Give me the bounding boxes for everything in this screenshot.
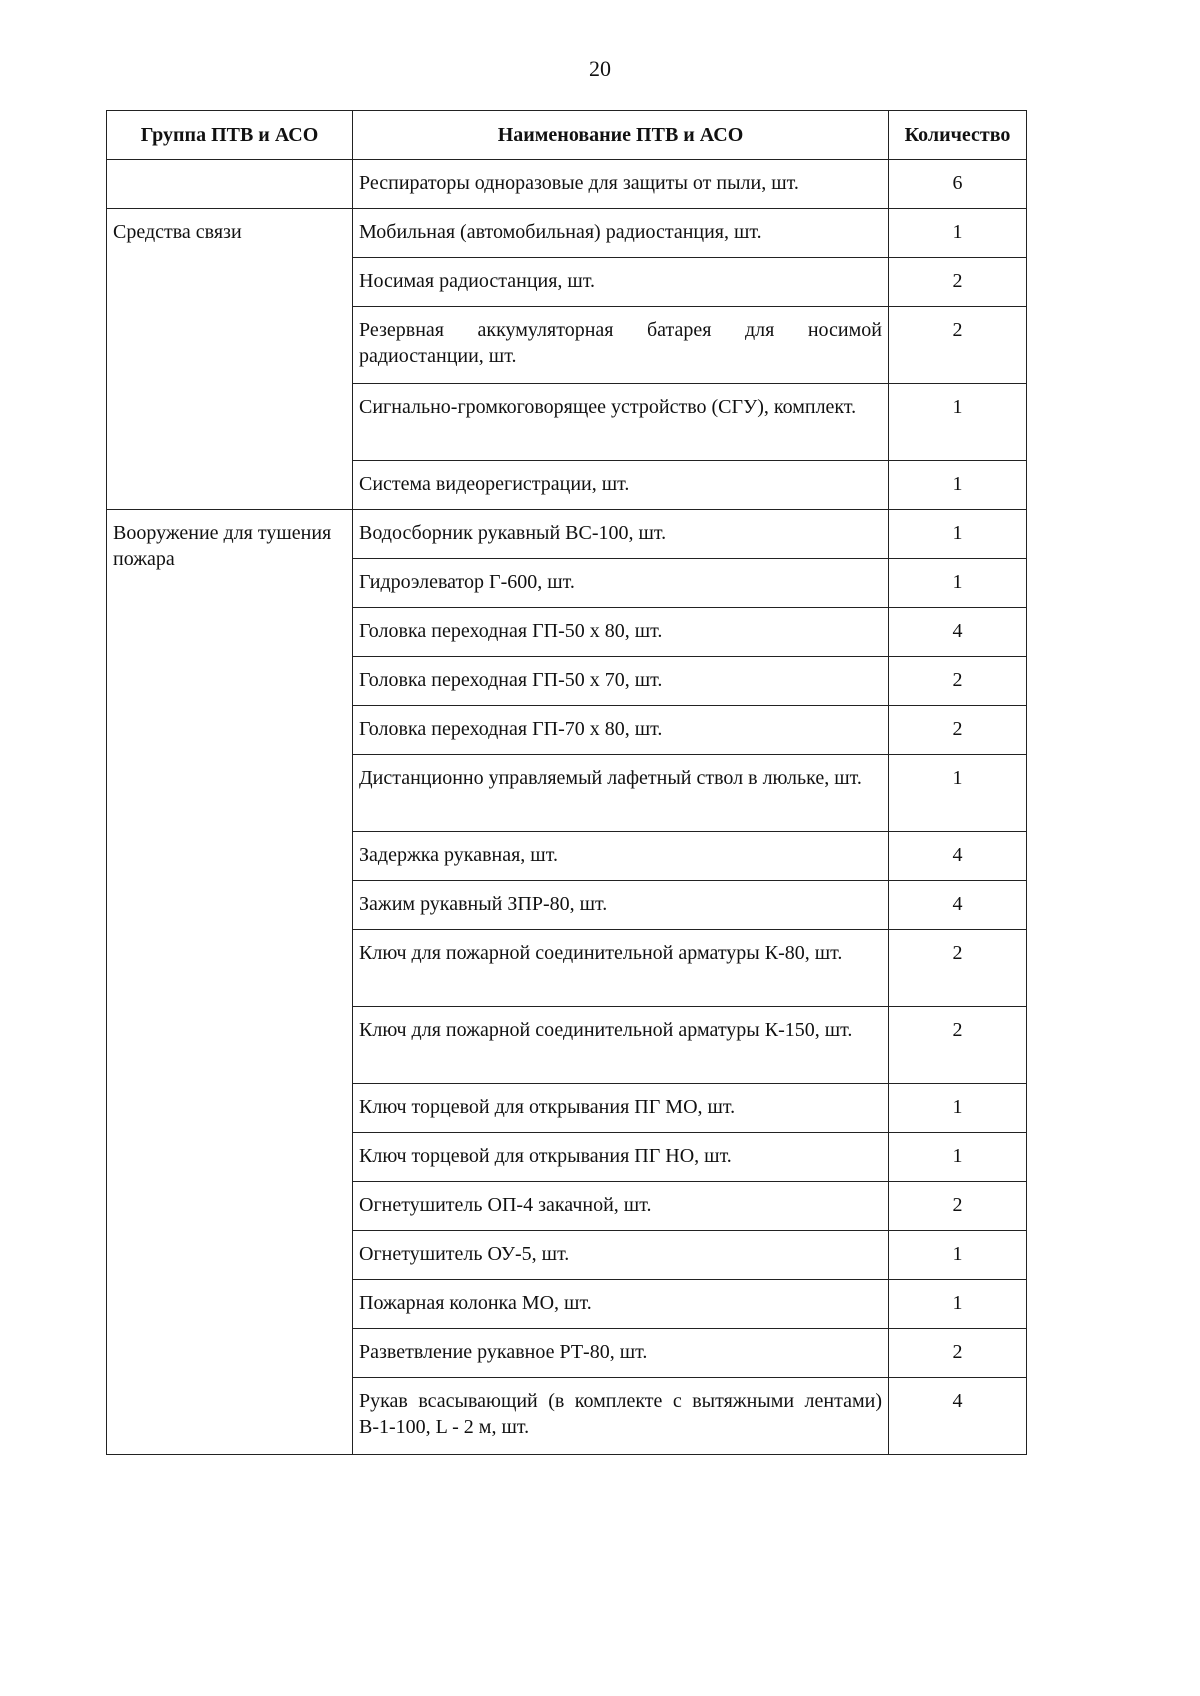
- item-qty: 1: [889, 461, 1027, 510]
- item-name: Водосборник рукавный ВС-100, шт.: [353, 510, 889, 559]
- item-name: Ключ торцевой для открывания ПГ НО, шт.: [353, 1133, 889, 1182]
- group-cell-fire: Вооружение для тушения пожара: [107, 510, 353, 1455]
- header-group: Группа ПТВ и АСО: [107, 111, 353, 160]
- item-name: Головка переходная ГП-50 х 80, шт.: [353, 608, 889, 657]
- table-header-row: [107, 111, 1027, 160]
- header-qty: Количество: [889, 111, 1027, 160]
- item-name: Огнетушитель ОП-4 закачной, шт.: [353, 1182, 889, 1231]
- item-name: Дистанционно управляемый лафетный ствол в люльке, шт.: [353, 755, 889, 832]
- item-qty: 2: [889, 307, 1027, 384]
- item-name: Сигнально-громкоговорящее устройство (СГУ), комплект.: [353, 384, 889, 461]
- item-name: Система видеорегистрации, шт.: [353, 461, 889, 510]
- item-qty: 1: [889, 755, 1027, 832]
- table-row: [107, 160, 1027, 209]
- table-row: [107, 510, 1027, 559]
- header-name: Наименование ПТВ и АСО: [353, 111, 889, 160]
- item-name: Мобильная (автомобильная) радиостанция, шт.: [353, 209, 889, 258]
- item-name: Ключ для пожарной соединительной арматуры К-150, шт.: [353, 1007, 889, 1084]
- table-row: [107, 209, 1027, 258]
- item-name: Зажим рукавный ЗПР-80, шт.: [353, 881, 889, 930]
- item-name: Пожарная колонка МО, шт.: [353, 1280, 889, 1329]
- item-qty: 4: [889, 1378, 1027, 1455]
- item-qty: 1: [889, 1231, 1027, 1280]
- item-qty: 2: [889, 657, 1027, 706]
- item-name: Резервная аккумуляторная батарея для носимой радиостанции, шт.: [353, 307, 889, 384]
- item-name: Задержка рукавная, шт.: [353, 832, 889, 881]
- group-cell-comm: Средства связи: [107, 209, 353, 510]
- item-qty: 1: [889, 1133, 1027, 1182]
- item-name: Разветвление рукавное РТ-80, шт.: [353, 1329, 889, 1378]
- item-qty: 1: [889, 384, 1027, 461]
- item-qty: 4: [889, 832, 1027, 881]
- item-name: Головка переходная ГП-70 х 80, шт.: [353, 706, 889, 755]
- equipment-table: [106, 110, 1027, 1455]
- item-qty: 1: [889, 559, 1027, 608]
- item-name: Рукав всасывающий (в комплекте с вытяжными лентами) В-1-100, L - 2 м, шт.: [353, 1378, 889, 1455]
- item-name: Огнетушитель ОУ-5, шт.: [353, 1231, 889, 1280]
- item-name: Носимая радиостанция, шт.: [353, 258, 889, 307]
- item-qty: 2: [889, 706, 1027, 755]
- item-name: Ключ торцевой для открывания ПГ МО, шт.: [353, 1084, 889, 1133]
- item-name: Респираторы одноразовые для защиты от пыли, шт.: [353, 160, 889, 209]
- item-qty: 2: [889, 1007, 1027, 1084]
- item-qty: 1: [889, 510, 1027, 559]
- item-qty: 2: [889, 1182, 1027, 1231]
- item-qty: 6: [889, 160, 1027, 209]
- item-name: Гидроэлеватор Г-600, шт.: [353, 559, 889, 608]
- item-qty: 2: [889, 258, 1027, 307]
- item-qty: 1: [889, 1084, 1027, 1133]
- item-qty: 2: [889, 930, 1027, 1007]
- group-cell-empty: [107, 160, 353, 209]
- item-qty: 4: [889, 608, 1027, 657]
- item-name: Головка переходная ГП-50 х 70, шт.: [353, 657, 889, 706]
- item-qty: 1: [889, 209, 1027, 258]
- page-number: 20: [589, 56, 611, 81]
- item-qty: 1: [889, 1280, 1027, 1329]
- item-qty: 4: [889, 881, 1027, 930]
- item-name: Ключ для пожарной соединительной арматуры К-80, шт.: [353, 930, 889, 1007]
- item-qty: 2: [889, 1329, 1027, 1378]
